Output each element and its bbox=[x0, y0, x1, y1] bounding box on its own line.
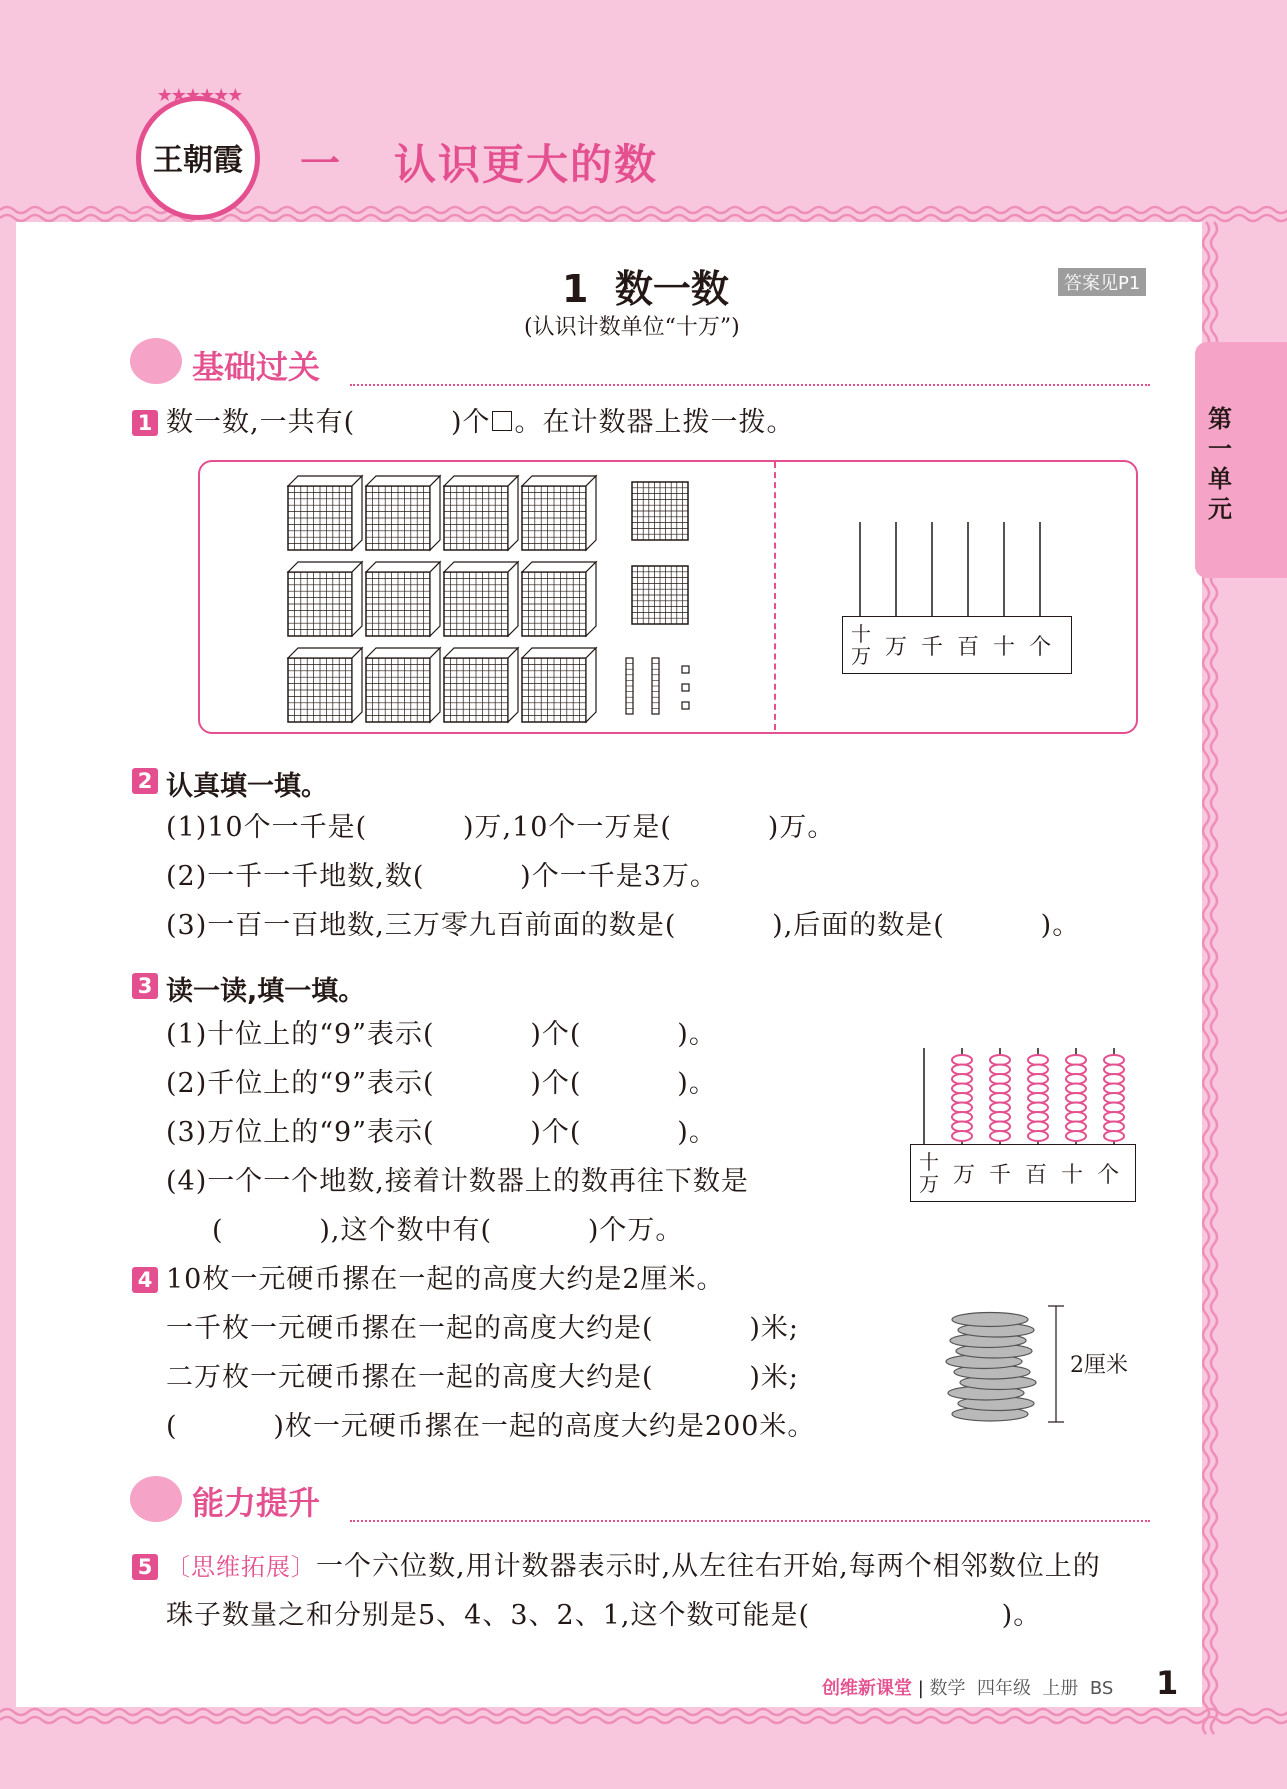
hundred-flat bbox=[632, 566, 688, 624]
section-divider bbox=[350, 384, 1150, 386]
coin-height-label: 2厘米 bbox=[1070, 1353, 1128, 1378]
q3-line-4: (4)一个一个地数,接着计数器上的数再往下数是 bbox=[166, 1166, 749, 1197]
q4-line-2: 一千枚一元硬币摞在一起的高度大约是( )米; bbox=[166, 1313, 799, 1344]
thousand-cube bbox=[366, 562, 440, 636]
footer bbox=[822, 1674, 1113, 1700]
cartoon-icon bbox=[130, 338, 182, 384]
q4-line-4: ( )枚一元硬币摞在一起的高度大约是200米。 bbox=[166, 1411, 816, 1442]
q5-line-2: 珠子数量之和分别是5、4、3、2、1,这个数可能是( )。 bbox=[166, 1600, 1042, 1631]
q1-label-ge: 个 bbox=[1029, 634, 1052, 660]
unit-number: 一 bbox=[300, 141, 340, 187]
unit-title: 认识更大的数 bbox=[394, 140, 659, 189]
logo-stars: ★★★★★★ bbox=[156, 85, 242, 106]
q1-abacus-rods bbox=[842, 518, 1072, 618]
ten-rod bbox=[626, 658, 633, 714]
logo-text: 王朝霞 bbox=[153, 143, 243, 178]
section-basic-title: 基础过关 bbox=[192, 348, 321, 386]
q2-number: 2 bbox=[132, 768, 158, 794]
q2-line-3: (3)一百一百地数,三万零九百前面的数是( ),后面的数是( )。 bbox=[166, 910, 1081, 941]
section-divider-2 bbox=[350, 1520, 1150, 1522]
q2-line-1: (1)10个一千是( )万,10个一万是( )万。 bbox=[166, 812, 836, 843]
q4-line-1: 10枚一元硬币摞在一起的高度大约是2厘米。 bbox=[166, 1264, 725, 1295]
q3-label-wan: 万 bbox=[953, 1162, 976, 1188]
page-number: 1 bbox=[1156, 1664, 1179, 1702]
q3-label-qian: 千 bbox=[989, 1162, 1012, 1188]
q3-label-ge: 个 bbox=[1097, 1162, 1120, 1188]
q1-blocks bbox=[280, 470, 700, 724]
q3-abacus-beads bbox=[910, 1046, 1140, 1146]
abacus-bead bbox=[952, 1131, 972, 1141]
q3-line-2: (2)千位上的“9”表示( )个( )。 bbox=[166, 1068, 717, 1099]
unit-cube bbox=[682, 702, 689, 709]
q1-prompt: 数一数,一共有( )个 bbox=[166, 407, 491, 438]
footer-brand: 创维新课堂 bbox=[822, 1678, 912, 1699]
q1-label-bai: 百 bbox=[957, 634, 980, 660]
thousand-cube bbox=[366, 648, 440, 722]
q3-label-shiwan: 十 万 bbox=[919, 1150, 939, 1196]
hundred-flat bbox=[632, 482, 688, 540]
abacus-bead bbox=[1066, 1131, 1086, 1141]
q2-title: 认真填一填。 bbox=[166, 771, 328, 802]
thousand-cube bbox=[522, 648, 596, 722]
q1-label-shiwan: 十 万 bbox=[851, 622, 871, 668]
side-tab-label: 第一单元 bbox=[1208, 405, 1232, 523]
q1-abacus-base bbox=[842, 616, 1072, 674]
footer-info: 数学 四年级 上册 BS bbox=[929, 1678, 1114, 1699]
cube-icon bbox=[492, 411, 512, 431]
q2-line-2: (2)一千一千地数,数( )个一千是3万。 bbox=[166, 861, 718, 892]
thousand-cube bbox=[522, 476, 596, 550]
unit-cube bbox=[682, 666, 689, 673]
thousand-cube bbox=[522, 562, 596, 636]
q5-number: 5 bbox=[132, 1554, 158, 1580]
q1-figure-divider bbox=[774, 462, 776, 730]
q5-text-1: 一个六位数,用计数器表示时,从左往右开始,每两个相邻数位上的 bbox=[316, 1551, 1101, 1582]
q3-line-3: (3)万位上的“9”表示( )个( )。 bbox=[166, 1117, 717, 1148]
coin bbox=[952, 1313, 1028, 1327]
q5-tag: 〔思维拓展〕 bbox=[166, 1553, 316, 1581]
lesson-subtitle: (认识计数单位“十万”) bbox=[524, 315, 740, 340]
q3-label-shi: 十 bbox=[1061, 1162, 1084, 1188]
section-advanced-title: 能力提升 bbox=[192, 1484, 321, 1522]
logo-badge bbox=[136, 85, 260, 220]
footer-sep: | bbox=[912, 1678, 930, 1699]
thousand-cube bbox=[288, 648, 362, 722]
q5-line-1 bbox=[166, 1550, 1101, 1584]
q3-abacus-base bbox=[910, 1144, 1136, 1202]
q4-number: 4 bbox=[132, 1267, 158, 1293]
q1-number: 1 bbox=[132, 410, 158, 436]
q1-prompt-end: 。在计数器上拨一拨。 bbox=[514, 407, 795, 438]
thousand-cube bbox=[444, 648, 518, 722]
q3-line-5: ( ),这个数中有( )个万。 bbox=[212, 1215, 684, 1246]
abacus-bead bbox=[990, 1131, 1010, 1141]
q3-line-1: (1)十位上的“9”表示( )个( )。 bbox=[166, 1019, 717, 1050]
q3-number: 3 bbox=[132, 973, 158, 999]
answer-ref[interactable]: 答案见P1 bbox=[1058, 268, 1146, 296]
q3-title: 读一读,填一填。 bbox=[166, 976, 366, 1007]
abacus-bead bbox=[1104, 1131, 1124, 1141]
q1-label-qian: 千 bbox=[921, 634, 944, 660]
coin-stack bbox=[940, 1302, 1070, 1426]
thousand-cube bbox=[288, 562, 362, 636]
q1-text bbox=[166, 406, 794, 440]
cartoon-icon-2 bbox=[130, 1476, 182, 1522]
q3-label-bai: 百 bbox=[1025, 1162, 1048, 1188]
thousand-cube bbox=[444, 562, 518, 636]
abacus-bead bbox=[1028, 1131, 1048, 1141]
ten-rod bbox=[652, 658, 659, 714]
q4-line-3: 二万枚一元硬币摞在一起的高度大约是( )米; bbox=[166, 1362, 799, 1393]
thousand-cube bbox=[366, 476, 440, 550]
thousand-cube bbox=[288, 476, 362, 550]
unit-cube bbox=[682, 684, 689, 691]
q1-label-wan: 万 bbox=[885, 634, 908, 660]
q1-label-shi: 十 bbox=[993, 634, 1016, 660]
thousand-cube bbox=[444, 476, 518, 550]
lesson-title: 1 数一数 bbox=[562, 267, 729, 311]
